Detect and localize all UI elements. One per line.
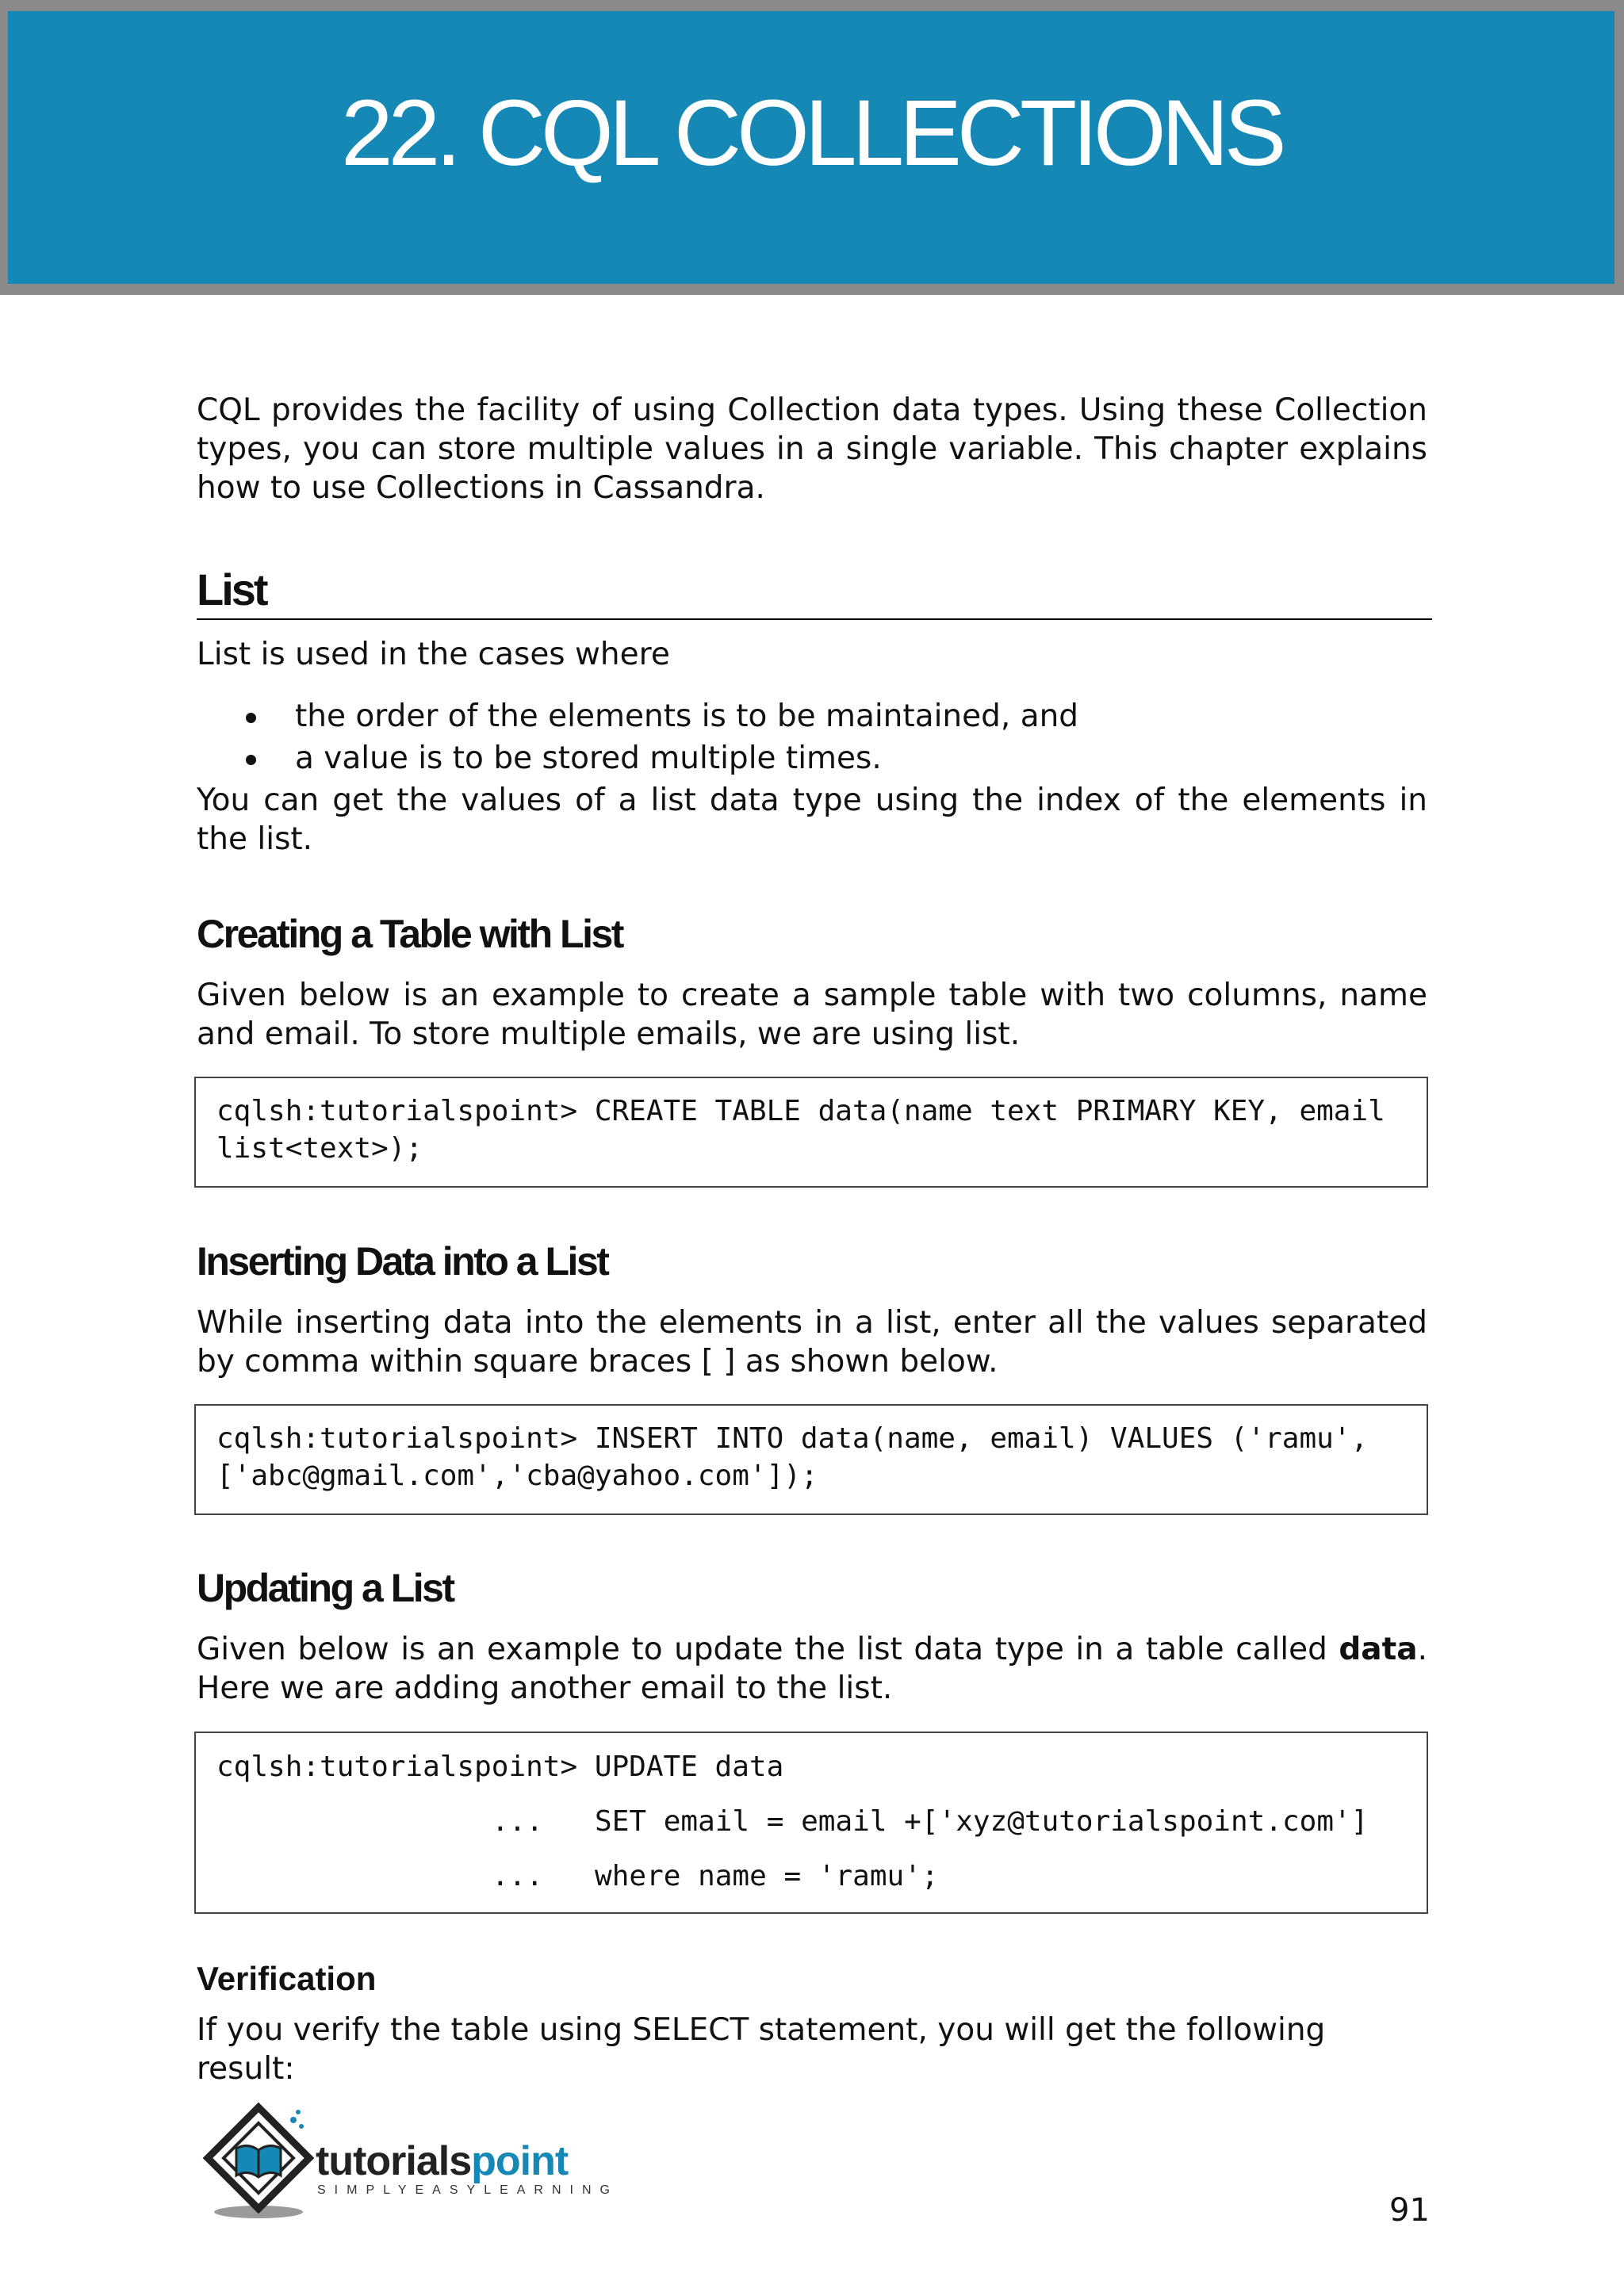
bullet-icon — [246, 713, 256, 723]
intro-paragraph: CQL provides the facility of using Collection data types. Using these Collection types, you can store multiple values in a single variable. This chapter explains how to use Collections in Cassandra. — [197, 392, 1427, 506]
code-line: cqlsh:tutorialspoint> INSERT INTO data(name, email) VALUES ('ramu', — [216, 1422, 1369, 1455]
inserting-paragraph: While inserting data into the elements in a list, enter all the values separated by comma within square braces [ ] as shown below. — [197, 1305, 1427, 1380]
list-item: the order of the elements is to be maintained, and — [197, 695, 1078, 737]
logo-tagline: SIMPLYEASYLEARNING — [317, 2183, 619, 2197]
code-block-update — [194, 1732, 1428, 1914]
logo-wordmark: tutorialspoint — [316, 2138, 569, 2184]
chapter-title: 22. CQL COLLECTIONS — [341, 81, 1282, 186]
table-name-bold: data — [1339, 1632, 1418, 1667]
code-line: ... SET email = email +['xyz@tutorialspoint.com'] — [492, 1805, 1369, 1838]
logo-emblem-icon — [197, 2101, 316, 2220]
chapter-banner — [0, 0, 1624, 295]
code-line: ['abc@gmail.com','cba@yahoo.com']); — [216, 1460, 818, 1492]
section-heading-list: List — [197, 564, 266, 614]
code-block-insert — [194, 1404, 1428, 1515]
tutorialspoint-logo — [197, 2101, 625, 2220]
code-line: list<text>); — [216, 1132, 423, 1165]
code-block-create — [194, 1077, 1428, 1188]
code-line: cqlsh:tutorialspoint> CREATE TABLE data(name text PRIMARY KEY, email — [216, 1095, 1385, 1127]
section-divider — [197, 618, 1432, 620]
list-item: a value is to be stored multiple times. — [197, 737, 1078, 779]
list-bullets — [197, 695, 1078, 779]
code-line: cqlsh:tutorialspoint> UPDATE data — [216, 1751, 784, 1783]
chapter-banner-fill — [8, 11, 1614, 284]
list-intro: List is used in the cases where — [197, 637, 670, 672]
heading-verification: Verification — [197, 1960, 377, 1997]
verification-paragraph: If you verify the table using SELECT statement, you will get the following result: — [197, 2012, 1326, 2087]
updating-paragraph: Given below is an example to update the list data type in a table called data. Here we are adding another email to the list. — [197, 1632, 1427, 1706]
heading-updating-list: Updating a List — [197, 1566, 454, 1610]
bullet-icon — [246, 755, 256, 765]
list-after-paragraph: You can get the values of a list data type using the index of the elements in the list. — [197, 783, 1427, 857]
heading-inserting-data: Inserting Data into a List — [197, 1239, 608, 1284]
code-line: ... where name = 'ramu'; — [492, 1860, 939, 1892]
page-number: 91 — [1389, 2192, 1430, 2229]
heading-creating-table: Creating a Table with List — [197, 912, 622, 956]
creating-paragraph: Given below is an example to create a sample table with two columns, name and email. To store multiple emails, we are using list. — [197, 978, 1427, 1052]
